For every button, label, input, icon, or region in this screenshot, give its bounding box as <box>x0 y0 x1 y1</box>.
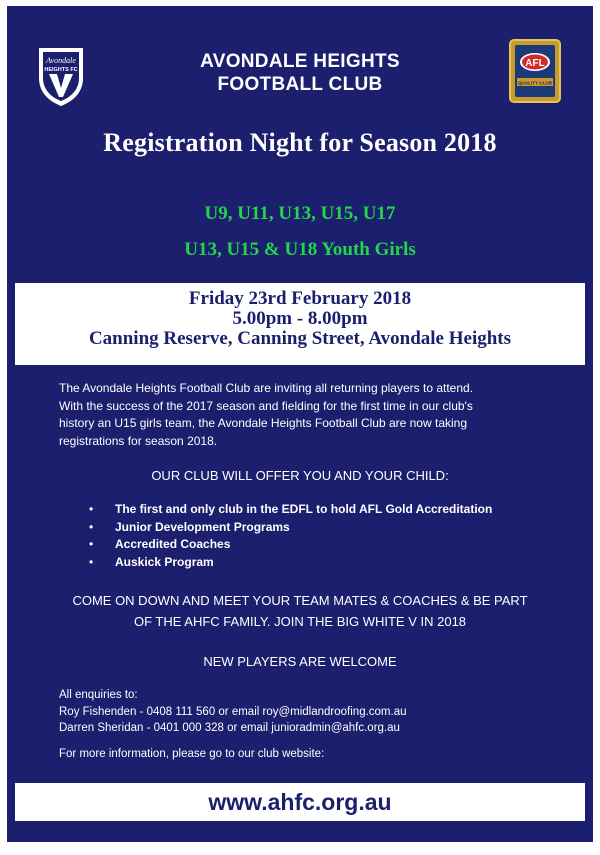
enquiries <box>59 687 407 737</box>
flyer-page <box>7 6 593 842</box>
intro-paragraph <box>59 380 559 450</box>
list-item: • The first and only club in the EDFL to hold AFL Gold Accreditation <box>89 501 492 519</box>
afl-brand-text: AFL <box>525 58 545 69</box>
new-players-welcome: NEW PLAYERS ARE WELCOME <box>203 654 397 669</box>
call-to-action <box>7 590 593 632</box>
event-venue: Canning Reserve, Canning Street, Avondale Heights <box>88 328 512 349</box>
cta-line2: OF THE AHFC FAMILY. JOIN THE BIG WHITE V IN 2018 <box>133 614 467 629</box>
contact-roy: Roy Fishenden - 0408 111 560 or email roy@midlandroofing.com.au <box>59 705 407 718</box>
age-groups <box>7 196 593 268</box>
crest-text-mid: HEIGHTS FC <box>44 67 78 73</box>
afl-quality-club-badge-icon <box>508 38 562 104</box>
age-groups-line1: U9, U11, U13, U15, U17 <box>204 203 396 224</box>
club-name <box>107 50 493 96</box>
contact-darren: Darren Sheridan - 0401 000 328 or email junioradmin@ahfc.org.au <box>59 722 400 734</box>
intro-line: The Avondale Heights Football Club are inviting all returning players to attend. <box>59 381 474 395</box>
more-info-text: For more information, please go to our club website: <box>59 748 325 760</box>
offer-list <box>89 501 492 571</box>
list-item: • Junior Development Programs <box>89 519 492 537</box>
intro-line: history an U15 girls team, the Avondale Heights Football Club are now taking <box>59 416 468 430</box>
cta-line1: COME ON DOWN AND MEET YOUR TEAM MATES & COACHES & BE PART <box>72 593 528 608</box>
intro-line: With the success of the 2017 season and fielding for the first time in our club's <box>59 398 473 413</box>
intro-line: registrations for season 2018. <box>59 433 218 448</box>
club-name-line2: FOOTBALL CLUB <box>217 74 383 95</box>
club-name-line1: AVONDALE HEIGHTS <box>200 51 400 72</box>
crest-text-top: Avondale <box>46 56 76 65</box>
event-date: Friday 23rd February 2018 <box>188 288 412 309</box>
offer-heading: OUR CLUB WILL OFFER YOU AND YOUR CHILD: <box>151 468 449 483</box>
afl-badge-caption: QUALITY CLUB <box>517 80 553 86</box>
list-item: • Auskick Program <box>89 554 492 572</box>
event-time: 5.00pm - 8.00pm <box>232 308 368 329</box>
age-groups-line2: U13, U15 & U18 Youth Girls <box>184 239 416 260</box>
enquiries-label: All enquiries to: <box>59 689 138 701</box>
event-details-box <box>15 283 585 365</box>
list-item: • Accredited Coaches <box>89 536 492 554</box>
club-crest-icon <box>35 44 87 108</box>
page-title: Registration Night for Season 2018 <box>103 128 497 157</box>
website-link[interactable]: www.ahfc.org.au <box>15 783 585 821</box>
